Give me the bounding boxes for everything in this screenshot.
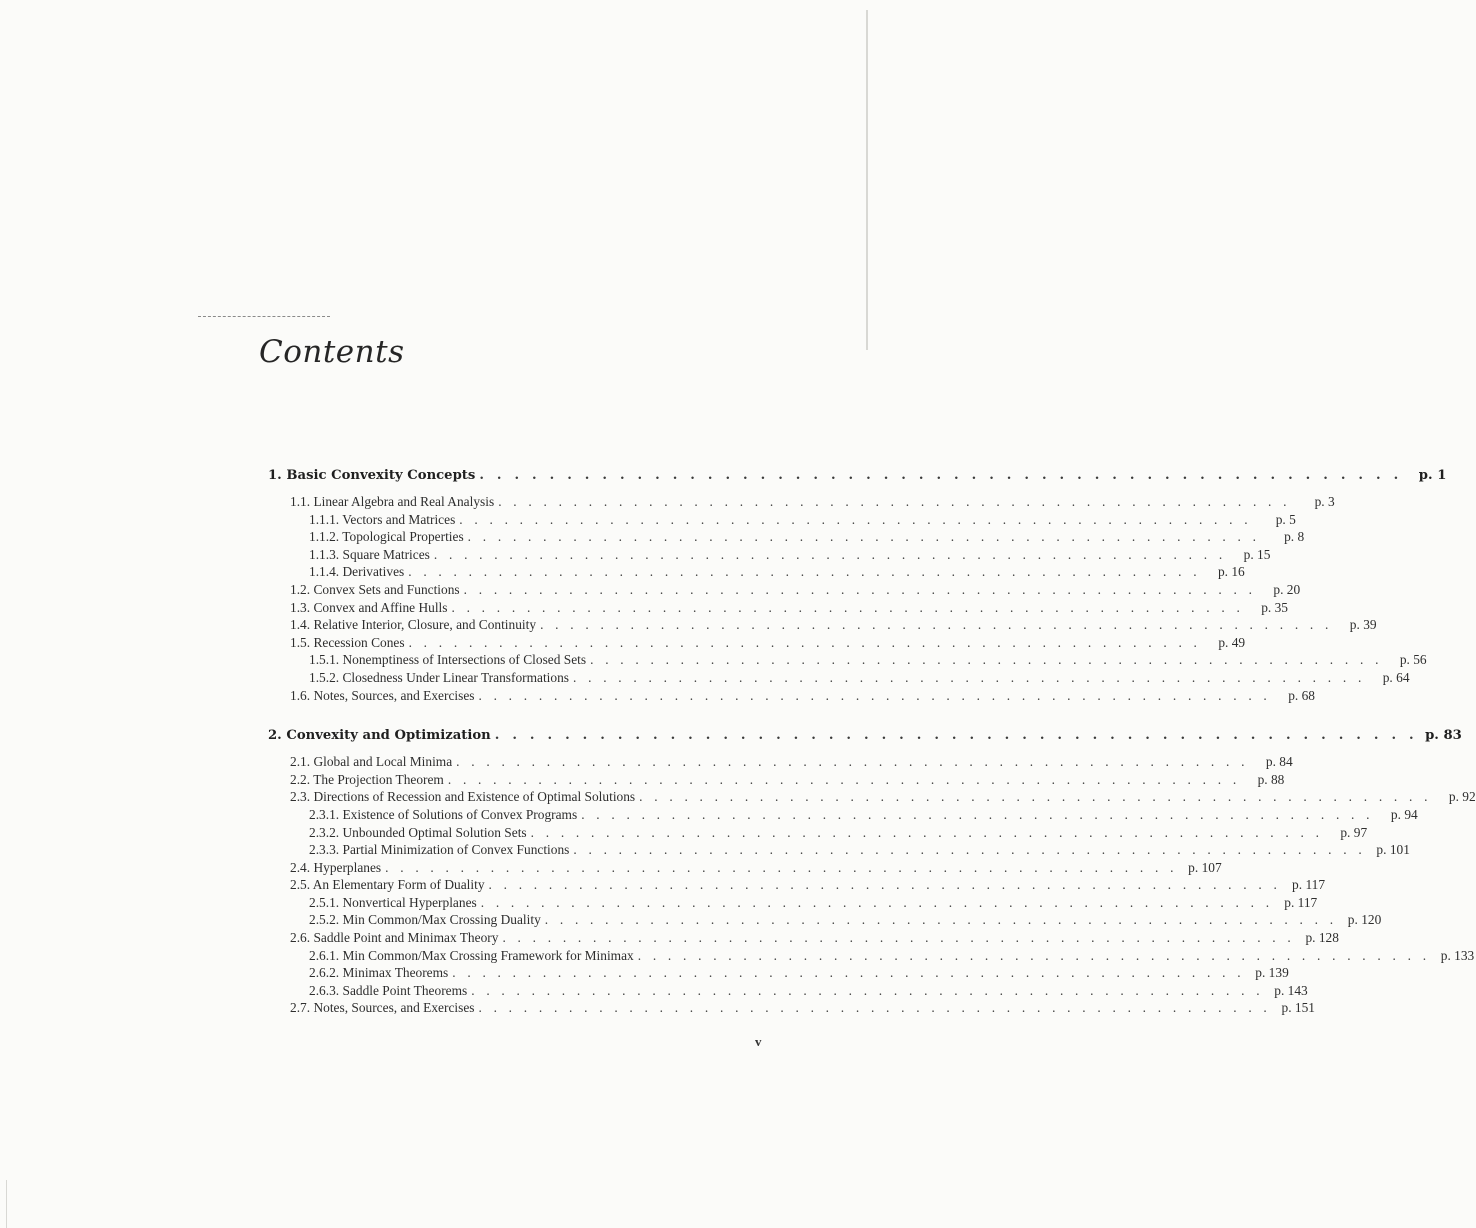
entry-label <box>290 771 444 789</box>
chapter-gap <box>268 704 766 726</box>
page-title: Contents <box>259 334 405 370</box>
toc-subsection[interactable] <box>268 563 1245 581</box>
dot-leader: . . . . . . . . . . . . . . . . . . . . . . . . . . . . . . . . . . . . . . . . . . . . . . . . . . . . . <box>447 771 1241 787</box>
entry-title: Global and Local Minima <box>313 754 453 770</box>
entry-label <box>309 651 586 669</box>
entry-number: 2.5.2. <box>309 912 340 928</box>
entry-number: 1.1.1. <box>309 511 340 527</box>
dot-leader: . . . . . . . . . . . . . . . . . . . . . . . . . . . . . . . . . . . . . . . . . . . . . . . . . . . . . <box>544 912 1338 928</box>
entry-title: Closedness Under Linear Transformations <box>342 669 569 685</box>
entry-label <box>290 599 447 617</box>
entry-number: 1.1.4. <box>309 564 340 580</box>
entry-number: 1.3. <box>290 599 311 615</box>
entry-number: 1.6. <box>290 687 311 703</box>
table-of-contents <box>268 466 1476 1017</box>
entry-label <box>290 876 485 894</box>
entry-page-number: p. 8 <box>1284 529 1305 545</box>
entry-title: Recession Cones <box>313 634 405 650</box>
entry-title: Derivatives <box>342 564 405 580</box>
toc-section[interactable] <box>268 493 1335 511</box>
entry-label <box>290 581 460 599</box>
entry-title: Nonvertical Hyperplanes <box>342 894 477 910</box>
entry-label <box>309 894 477 912</box>
toc-section[interactable] <box>268 634 1246 652</box>
entry-page-number: p. 3 <box>1314 494 1335 509</box>
entry-number: 2.6.1. <box>309 947 340 963</box>
toc-section[interactable] <box>268 581 1301 599</box>
dot-leader: . . . . . . . . . . . . . . . . . . . . . . . . . . . . . . . . . . . . . . . . . . . . . . . . . . . . . <box>385 859 1178 875</box>
entry-title: The Projection Theorem <box>313 771 444 787</box>
dot-leader: . . . . . . . . . . . . . . . . . . . . . . . . . . . . . . . . . . . . . . . . . . . . . . . . . . . . . <box>467 529 1261 545</box>
toc-subsection[interactable] <box>268 806 1418 824</box>
entry-number: 2.6.3. <box>309 982 340 998</box>
entry-page-number: p. 107 <box>1188 859 1222 875</box>
dot-leader: . . . . . . . . . . . . . . . . . . . . . . . . . . . . . . . . . . . . . . . . . . . . . . . . . . . . . <box>456 754 1249 770</box>
dot-leader: . . . . . . . . . . . . . . . . . . . . . . . . . . . . . . . . . . . . . . . . . . . . . . . . . . . . . <box>502 930 1295 946</box>
entry-page-number: p. 49 <box>1218 634 1246 650</box>
entry-number: 2.6. <box>290 930 311 946</box>
entry-title: Hyperplanes <box>313 859 382 875</box>
entry-number: 2.3.1. <box>309 806 340 822</box>
entry-title: Linear Algebra and Real Analysis <box>313 494 495 509</box>
toc-subsection[interactable] <box>268 511 1296 529</box>
entry-title: Partial Minimization of Convex Functions <box>342 842 570 858</box>
chapter-spacer <box>268 746 766 753</box>
entry-title: An Elementary Form of Duality <box>312 877 485 893</box>
dot-leader: . . . . . . . . . . . . . . . . . . . . . . . . . . . . . . . . . . . . . . . . . . . . . . . . . . . . . <box>408 564 1201 580</box>
entry-number: 2.1. <box>290 754 311 770</box>
entry-page-number: p. 16 <box>1217 564 1245 580</box>
entry-title: Topological Properties <box>342 529 464 545</box>
entry-title: Min Common/Max Crossing Framework for Minimax <box>342 947 634 963</box>
toc-subsection[interactable] <box>268 911 1382 929</box>
entry-page-number: p. 133 <box>1440 947 1475 963</box>
entry-page-number: p. 88 <box>1257 771 1285 787</box>
entry-label <box>309 824 527 842</box>
entry-number: 1.1. <box>290 494 311 509</box>
toc-subsection[interactable] <box>268 894 1318 912</box>
dot-leader: . . . . . . . . . . . . . . . . . . . . . . . . . . . . . . . . . . . . . . . . . . . . . . . . . . . . . <box>540 617 1333 633</box>
toc-chapter[interactable] <box>268 466 1447 486</box>
entry-page-number: p. 120 <box>1347 912 1382 928</box>
entry-page-number: p. 39 <box>1349 617 1377 633</box>
entry-number: 1.2. <box>290 581 311 597</box>
dot-leader: . . . . . . . . . . . . . . . . . . . . . . . . . . . . . . . . . . . . . . . . . . . . . . . . . . . . . <box>480 894 1274 910</box>
entry-label <box>309 546 430 564</box>
entry-title: Directions of Recession and Existence of Optimal Solutions <box>313 789 636 805</box>
entry-number: 1.5.2. <box>309 669 340 685</box>
entry-label <box>268 466 475 486</box>
entry-label <box>290 859 381 877</box>
toc-section[interactable] <box>268 929 1339 947</box>
entry-label <box>309 911 541 929</box>
entry-number: 2.5. <box>290 877 311 893</box>
entry-page-number: p. 20 <box>1273 581 1301 597</box>
entry-label <box>309 947 634 965</box>
entry-title: Saddle Point Theorems <box>342 982 468 998</box>
entry-page-number: p. 151 <box>1281 1000 1315 1016</box>
entry-title: Vectors and Matrices <box>342 511 456 527</box>
entry-number: 1.1.2. <box>309 529 340 545</box>
toc-subsection[interactable] <box>268 947 1475 965</box>
entry-number: 2.3.2. <box>309 824 340 840</box>
entry-title: Square Matrices <box>342 546 430 562</box>
entry-label <box>290 634 405 652</box>
entry-number: 2.6.2. <box>309 965 340 981</box>
dot-leader: . . . . . . . . . . . . . . . . . . . . . . . . . . . . . . . . . . . . . . . . . . . . . . . . . . . . . <box>581 806 1374 822</box>
entry-page-number: p. 56 <box>1399 652 1427 668</box>
dot-leader: . . . . . . . . . . . . . . . . . . . . . . . . . . . . . . . . . . . . . . . . . . . . . . . . . . . . . <box>637 947 1431 963</box>
toc-subsection[interactable] <box>268 546 1271 564</box>
entry-label <box>268 726 491 746</box>
toc-section[interactable] <box>268 788 1476 806</box>
entry-title: Notes, Sources, and Exercises <box>313 1000 475 1016</box>
dot-leader: . . . . . . . . . . . . . . . . . . . . . . . . . . . . . . . . . . . . . . . . . . . . . . . . . . . . . <box>488 877 1282 893</box>
entry-label <box>290 929 498 947</box>
entry-page-number: p. 94 <box>1390 806 1418 822</box>
entry-label <box>309 528 464 546</box>
entry-label <box>309 982 467 1000</box>
toc-subsection[interactable] <box>268 651 1427 669</box>
toc-section[interactable] <box>268 999 1315 1017</box>
entry-page-number: p. 64 <box>1382 669 1410 685</box>
entry-title: Min Common/Max Crossing Duality <box>342 912 541 928</box>
dot-leader: . . . . . . . . . . . . . . . . . . . . . . . . . . . . . . . . . . . . . . . . . . . . . . . . . . . . . <box>408 634 1202 650</box>
entry-title: Convexity and Optimization <box>286 728 491 744</box>
toc-section[interactable] <box>268 599 1288 617</box>
header-rule <box>198 316 330 317</box>
toc-subsection[interactable] <box>268 528 1305 546</box>
dot-leader: . . . . . . . . . . . . . . . . . . . . . . . . . . . . . . . . . . . . . . . . . . . . . . . . . . . . . <box>590 652 1383 668</box>
dot-leader: . . . . . . . . . . . . . . . . . . . . . . . . . . . . . . . . . . . . . . . . . . . . . . . . . . . . . <box>463 581 1257 597</box>
entry-page-number: p. 97 <box>1340 824 1368 840</box>
entry-label <box>309 806 577 824</box>
entry-page-number: p. 1 <box>1418 468 1447 483</box>
toc-section[interactable] <box>268 859 1222 877</box>
dot-leader: . . . . . . . . . . . . . . . . . . . . . . . . . . . . . . . . . . . . . . . . . . . . . . . . . . . . . <box>530 824 1324 840</box>
entry-title: Basic Convexity Concepts <box>286 468 476 483</box>
dot-leader: . . . . . . . . . . . . . . . . . . . . . . . . . . . . . . . . . . . . . . . . . . . . . . . . . . . . . <box>433 546 1227 562</box>
toc-section[interactable] <box>268 753 1293 771</box>
entry-number: 1. <box>268 468 282 483</box>
toc-subsection[interactable] <box>268 841 1410 859</box>
entry-page-number: p. 83 <box>1425 728 1462 744</box>
dot-leader: . . . . . . . . . . . . . . . . . . . . . . . . . . . . . . . . . . . . . . . . . . . . . . . . . . . . . <box>451 599 1244 615</box>
entry-number: 1.5. <box>290 634 311 650</box>
entry-page-number: p. 101 <box>1376 842 1410 858</box>
entry-page-number: p. 68 <box>1288 687 1315 703</box>
dot-leader: . . . . . . . . . . . . . . . . . . . . . . . . . . . . . . . . . . . . . . . . . . . . . . . . . . . . . <box>478 687 1271 703</box>
entry-page-number: p. 92 <box>1448 789 1476 805</box>
entry-label <box>309 841 569 859</box>
entry-number: 1.4. <box>290 617 311 633</box>
entry-number: 1.1.3. <box>309 546 340 562</box>
dot-leader: . . . . . . . . . . . . . . . . . . . . . . . . . . . . . . . . . . . . . . . . . . . . . . . . . . . . . <box>639 789 1432 805</box>
entry-title: Unbounded Optimal Solution Sets <box>342 824 527 840</box>
entry-label <box>290 687 474 705</box>
entry-label <box>290 616 536 634</box>
entry-page-number: p. 139 <box>1255 965 1289 981</box>
entry-title: Saddle Point and Minimax Theory <box>313 930 499 946</box>
toc-section[interactable] <box>268 771 1285 789</box>
scan-edge-left <box>6 1180 7 1228</box>
entry-label <box>290 753 452 771</box>
entry-number: 2.7. <box>290 1000 311 1016</box>
entry-number: 1.5.1. <box>309 652 340 668</box>
entry-page-number: p. 84 <box>1265 754 1293 770</box>
toc-subsection[interactable] <box>268 824 1368 842</box>
entry-title: Nonemptiness of Intersections of Closed Sets <box>342 652 587 668</box>
toc-section[interactable] <box>268 876 1326 894</box>
entry-number: 2.2. <box>290 771 311 787</box>
entry-title: Existence of Solutions of Convex Programs <box>342 806 578 822</box>
entry-label <box>309 511 455 529</box>
toc-section[interactable] <box>268 616 1377 634</box>
scan-edge-right <box>866 10 868 350</box>
toc-subsection[interactable] <box>268 669 1410 687</box>
entry-number: 2.3. <box>290 789 311 805</box>
dot-leader: . . . . . . . . . . . . . . . . . . . . . . . . . . . . . . . . . . . . . . . . . . . . . . . . . . . . . <box>478 1000 1271 1016</box>
dot-leader: . . . . . . . . . . . . . . . . . . . . . . . . . . . . . . . . . . . . . . . . . . . . . . . . . . . . . <box>494 728 1418 744</box>
dot-leader: . . . . . . . . . . . . . . . . . . . . . . . . . . . . . . . . . . . . . . . . . . . . . . . . . . . . . <box>573 842 1366 858</box>
entry-title: Relative Interior, Closure, and Continuity <box>313 617 537 633</box>
entry-page-number: p. 143 <box>1274 982 1308 998</box>
entry-label <box>309 563 404 581</box>
entry-label <box>290 788 635 806</box>
entry-page-number: p. 128 <box>1305 930 1339 946</box>
entry-label <box>290 999 474 1017</box>
entry-page-number: p. 5 <box>1275 511 1296 527</box>
entry-number: 2. <box>268 728 282 744</box>
dot-leader: . . . . . . . . . . . . . . . . . . . . . . . . . . . . . . . . . . . . . . . . . . . . . . . . . . . . . <box>498 494 1291 509</box>
entry-number: 2.4. <box>290 859 311 875</box>
dot-leader: . . . . . . . . . . . . . . . . . . . . . . . . . . . . . . . . . . . . . . . . . . . . . . . . . . . . . <box>573 669 1366 685</box>
entry-number: 2.5.1. <box>309 894 340 910</box>
toc-subsection[interactable] <box>268 982 1308 1000</box>
entry-title: Minimax Theorems <box>342 965 449 981</box>
entry-page-number: p. 35 <box>1261 599 1288 615</box>
entry-label <box>309 964 448 982</box>
entry-page-number: p. 15 <box>1243 546 1271 562</box>
dot-leader: . . . . . . . . . . . . . . . . . . . . . . . . . . . . . . . . . . . . . . . . . . . . . . . . . . . . . <box>452 965 1245 981</box>
dot-leader: . . . . . . . . . . . . . . . . . . . . . . . . . . . . . . . . . . . . . . . . . . . . . . . . . . . . . <box>479 468 1403 483</box>
entry-label <box>309 669 569 687</box>
entry-number: 2.3.3. <box>309 842 340 858</box>
entry-title: Notes, Sources, and Exercises <box>313 687 475 703</box>
dot-leader: . . . . . . . . . . . . . . . . . . . . . . . . . . . . . . . . . . . . . . . . . . . . . . . . . . . . . <box>459 511 1252 527</box>
entry-label <box>290 493 494 511</box>
entry-title: Convex and Affine Hulls <box>313 599 448 615</box>
entry-title: Convex Sets and Functions <box>313 581 460 597</box>
page-folio: v <box>755 1034 762 1049</box>
toc-subsection[interactable] <box>268 964 1289 982</box>
chapter-spacer <box>268 486 766 493</box>
toc-section[interactable] <box>268 687 1315 705</box>
entry-page-number: p. 117 <box>1292 877 1326 893</box>
entry-page-number: p. 117 <box>1284 894 1318 910</box>
toc-chapter[interactable] <box>268 726 1462 746</box>
dot-leader: . . . . . . . . . . . . . . . . . . . . . . . . . . . . . . . . . . . . . . . . . . . . . . . . . . . . . <box>471 982 1264 998</box>
